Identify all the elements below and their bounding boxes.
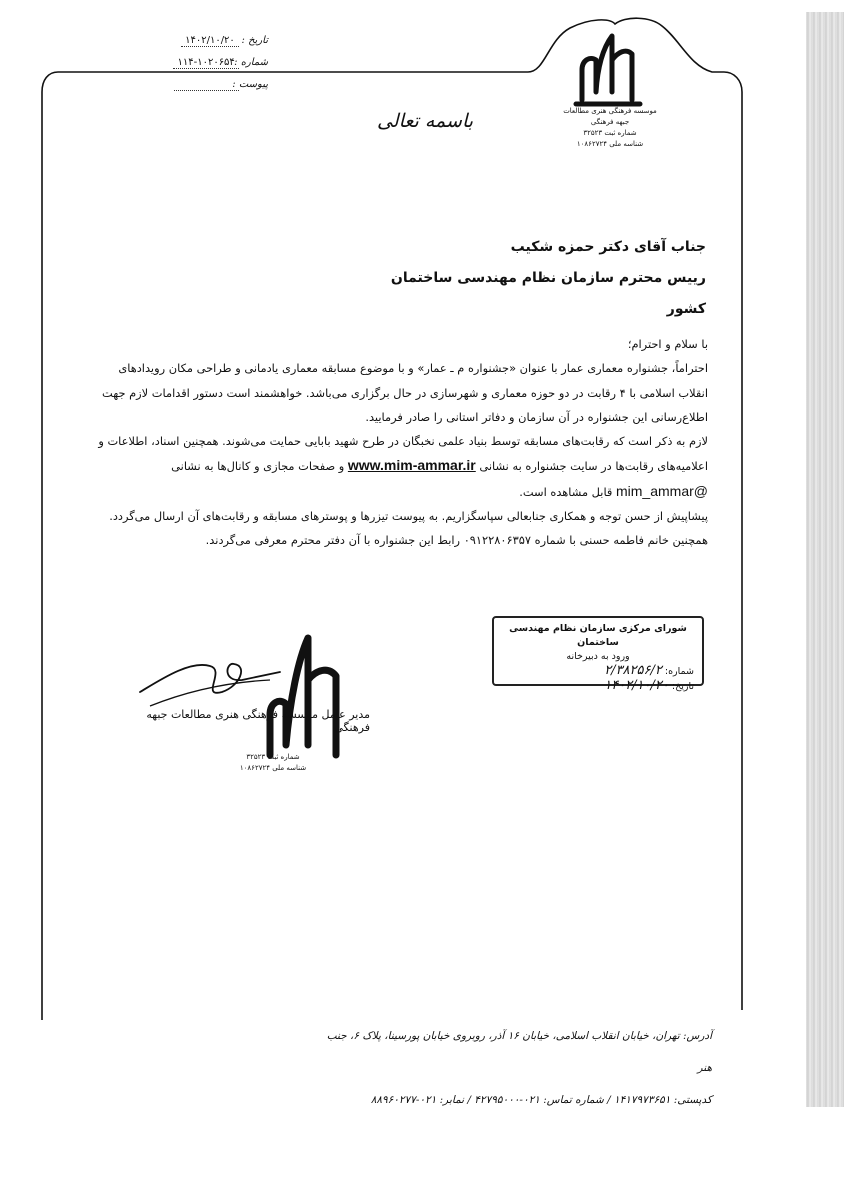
paragraph-2: [88, 429, 708, 504]
basmala-heading: باسمه تعالی: [376, 110, 474, 132]
stamp-subtitle: ورود به دبیرخانه: [566, 651, 630, 662]
meta-date-label: تاریخ :: [241, 35, 268, 46]
organization-name: موسسه فرهنگی هنری مطالعات جبهه فرهنگی: [563, 107, 657, 126]
recipient-title: رییس محترم سازمان نظام مهندسی ساختمان کشور: [390, 270, 706, 317]
paragraph-1: احتراماً، جشنواره معماری عمار با عنوان «جشنواره م ـ عمار» و با موضوع مسابقه معماری یادمانی و طراحی مکان رویدادهای انقلاب اسلامی با ۴ رقابت در دو حوزه معماری و شهرسازی در حال برگزاری می‌باشد. خواهشمند است دستور اقدامات لازم جهت اطلاع‌رسانی این جشنواره در آن سازمان و دفاتر استانی را صادر فرمایید.: [102, 361, 708, 424]
social-handle[interactable]: mim_ammar@: [616, 482, 708, 499]
organization-registration: شماره ثبت ۳۲۵۲۳: [583, 129, 637, 137]
greeting: با سلام و احترام؛: [627, 337, 708, 351]
organization-logo-icon: [568, 30, 648, 108]
meta-number-label: شماره :: [234, 57, 268, 68]
stamp-number-value: ۲/۳۸۲۵۶/۲: [604, 663, 662, 678]
seal-registration: شماره ثبت ۳۲۵۲۳: [246, 753, 300, 761]
signer-title: مدیر عامل موسسه فرهنگی هنری مطالعات جبهه فرهنگی: [146, 708, 370, 734]
paragraph-2-end: قابل مشاهده است.: [519, 484, 613, 499]
meta-number-value: ۱۱۴-۱۰۲۰۶۵۴: [173, 57, 238, 69]
stamp-date-row: [502, 679, 694, 694]
meta-date-value: ۱۴۰۲/۱۰/۲۰: [181, 35, 239, 47]
stamp-date-value: ۱۴۰۲/۱۰/۲۰: [604, 678, 669, 693]
stamp-number-row: [502, 664, 694, 679]
seal-national-id: شناسه ملی ۱۰۸۶۲۷۲۴: [239, 764, 307, 772]
stamp-number-label: شماره:: [664, 666, 694, 677]
received-stamp: [492, 616, 704, 693]
stamp-title: شورای مرکزی سازمان نظام مهندسی ساختمان: [509, 623, 687, 648]
organization-national-id: شناسه ملی ۱۰۸۶۲۷۲۴: [576, 140, 644, 148]
paragraph-3: پیشاپیش از حسن توجه و همکاری جنابعالی سپاسگزاریم. به پیوست تیزرها و پوسترهای مسابقه و رقابت‌های آن ارسال می‌گردد. همچنین خانم فاطمه حسنی با شماره ۰۹۱۲۲۸۰۶۳۵۷ رابط این جشنواره با آن دفتر محترم معرفی می‌گردند.: [109, 509, 708, 548]
recipient-name: جناب آقای دکتر حمزه شکیب: [510, 239, 706, 255]
recipient-block: [360, 232, 706, 325]
footer-address: آدرس: تهران، خیابان انقلاب اسلامی، خیابان ۱۶ آذر، روبروی خیابان پورسینا، پلاک ۶، جنب هنر: [326, 1030, 712, 1074]
meta-attachment-value: [174, 79, 239, 91]
letter-footer: [310, 1020, 712, 1116]
meta-attachment-label: پیوست :: [232, 79, 268, 90]
meta-attachment-row: [98, 74, 268, 96]
paragraph-2-start: لازم به ذکر است که رقابت‌های مسابقه توسط بنیاد علمی نخبگان در طرح شهید بابایی حمایت می‌شوند. همچنین اسناد، اطلاعات و اعلامیه‌های رقابت‌ها در سایت جشنواره به نشانی: [98, 434, 708, 474]
organization-small-text: [560, 106, 660, 150]
signature-and-seal: [130, 620, 350, 770]
meta-date-row: [98, 30, 268, 52]
letter-body: [88, 332, 708, 553]
website-link[interactable]: www.mim-ammar.ir: [347, 457, 476, 474]
paragraph-2-mid: و صفحات مجازی و کانال‌ها به نشانی: [171, 459, 345, 474]
stamp-date-label: تاریخ:: [671, 681, 694, 692]
seal-text: [238, 752, 308, 774]
letter-meta: [98, 30, 268, 96]
footer-contact: کدپستی: ۱۴۱۷۹۷۳۶۵۱ / شماره تماس: ۰۲۱-۴۲۷۹۵۰۰۰ / نمابر: ۰۲۱-۸۸۹۶۰۲۷۷: [370, 1094, 712, 1106]
meta-number-row: [98, 52, 268, 74]
